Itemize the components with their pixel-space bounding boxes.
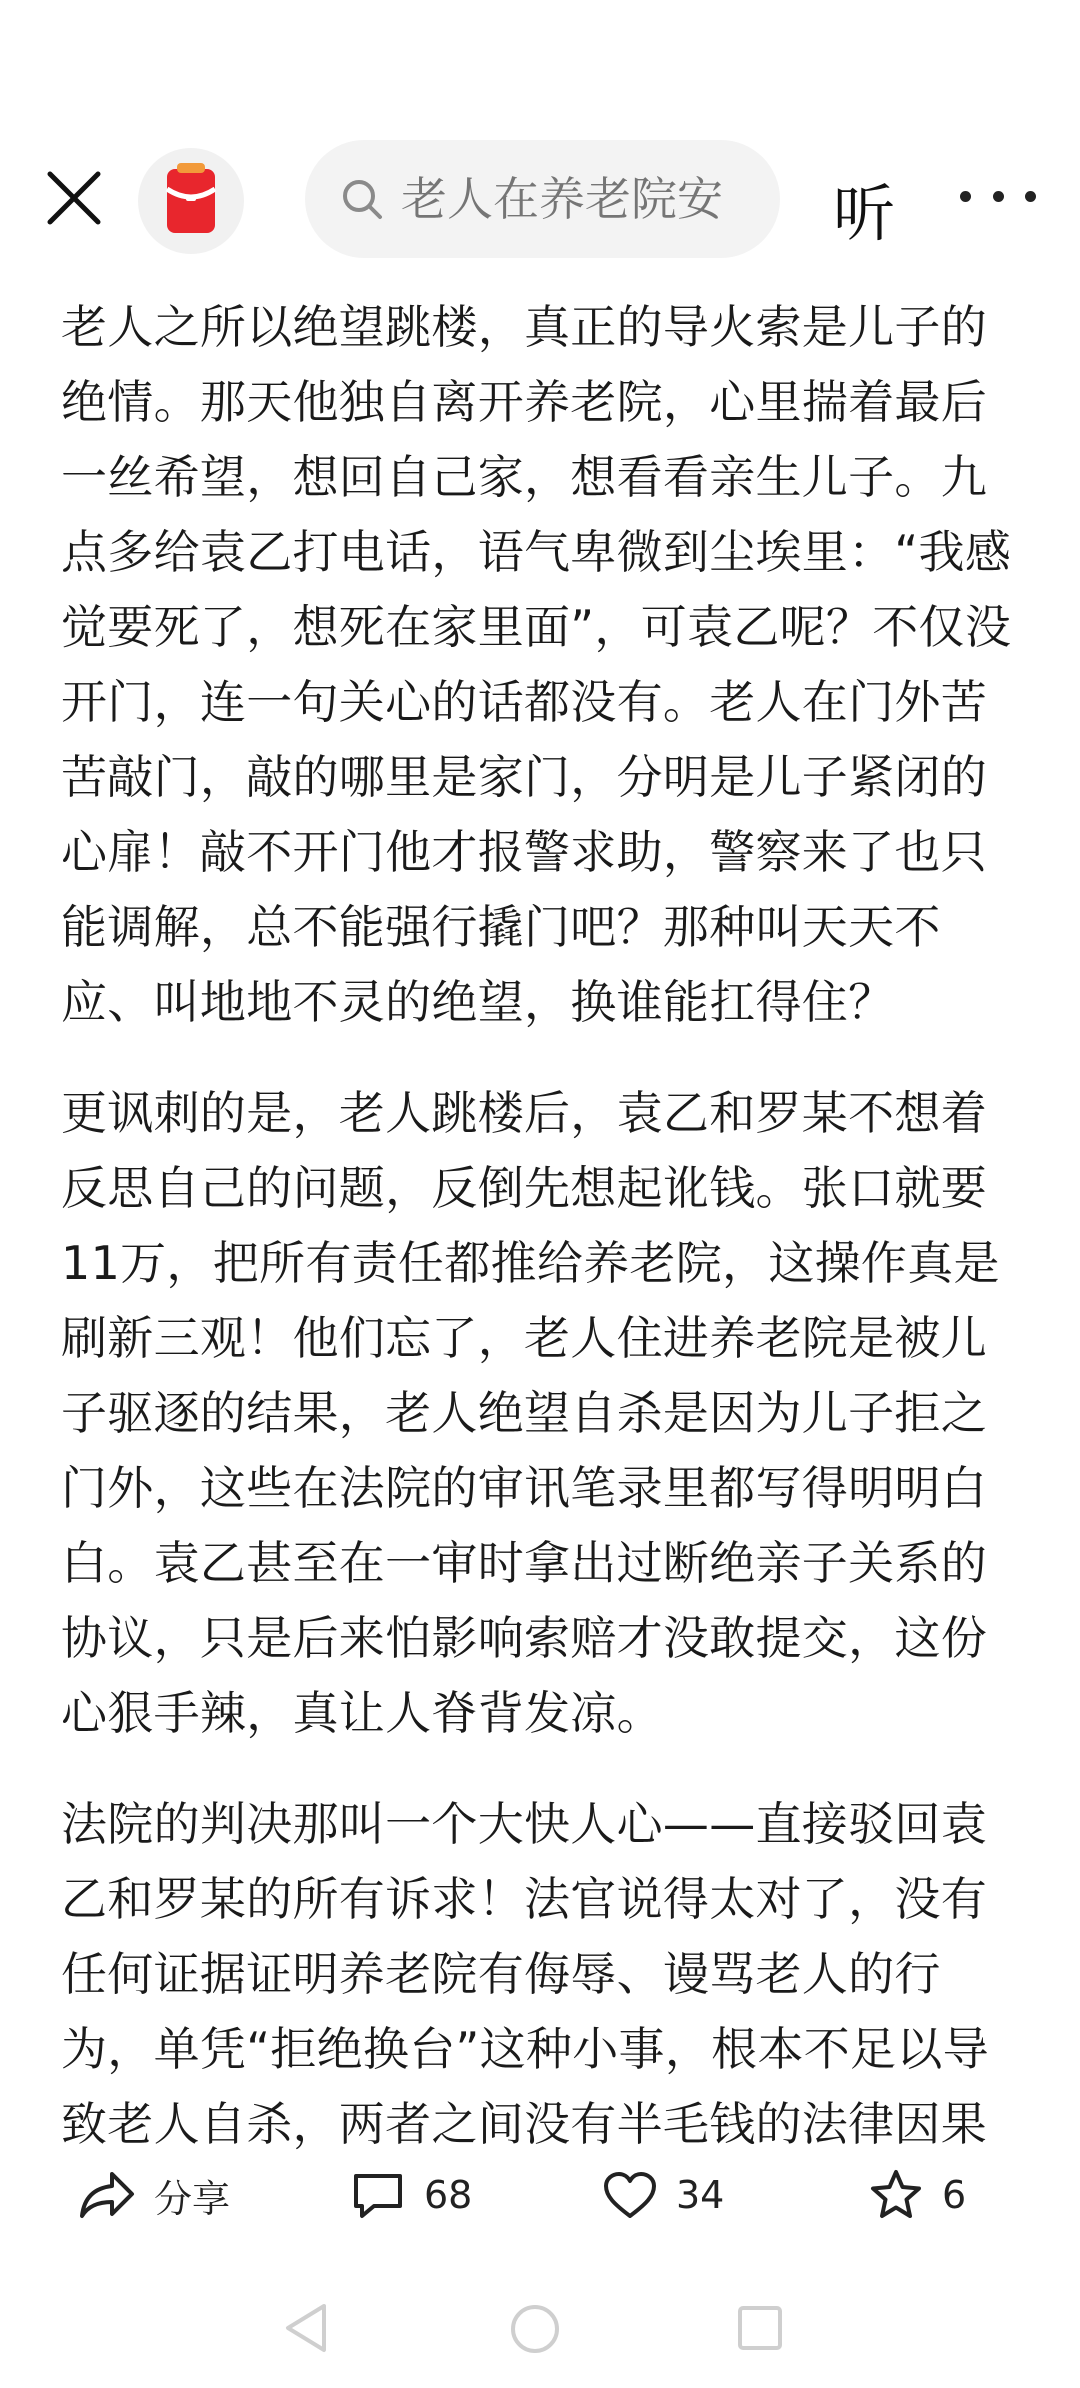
paragraph: 法院的判决那叫一个大快人心——直接驳回袁乙和罗某的所有诉求！法官说得太对了，没有任何证据证明养老院有侮辱、谩骂老人的行为，单凭“拒绝换台”这种小事，根本不足以导致老人自杀，两者之间没有半毛钱的法律因果 bbox=[61, 1797, 989, 2151]
back-icon[interactable] bbox=[282, 2302, 330, 2354]
like-button[interactable] bbox=[602, 2155, 724, 2235]
listen-button[interactable]: 听 bbox=[833, 177, 896, 250]
paragraph: 老人之所以绝望跳楼，真正的导火索是儿子的绝情。那天他独自离开养老院，心里揣着最后一丝希望，想回自己家，想看看亲生儿子。九点多给袁乙打电话，语气卑微到尘埃里：“我感觉要死了，想死在家里面”，可袁乙呢？不仅没开门，连一句关心的话都没有。老人在门外苦苦敲门，敲的哪里是家门，分明是儿子紧闭的心扉！敲不开门他才报警求助，警察来了也只能调解，总不能强行撬门吧？那种叫天天不应、叫地地不灵的绝望，换谁能扛得住？ bbox=[61, 300, 1012, 1029]
star-icon bbox=[868, 2168, 924, 2222]
search-bar[interactable] bbox=[305, 140, 780, 258]
top-bar bbox=[0, 140, 1080, 260]
comment-count: 68 bbox=[424, 2173, 473, 2217]
favorite-button[interactable] bbox=[868, 2155, 966, 2235]
close-icon[interactable] bbox=[44, 168, 104, 228]
share-label: 分享 bbox=[154, 2176, 231, 2221]
more-icon[interactable] bbox=[960, 166, 1036, 226]
app-logo[interactable] bbox=[138, 148, 244, 254]
recents-icon[interactable] bbox=[736, 2304, 784, 2352]
action-bar bbox=[0, 2155, 1080, 2235]
share-icon bbox=[78, 2170, 136, 2220]
like-count: 34 bbox=[676, 2173, 725, 2217]
system-nav-bar bbox=[0, 2290, 1080, 2370]
comment-button[interactable] bbox=[350, 2155, 472, 2235]
share-button[interactable] bbox=[78, 2155, 230, 2235]
search-input[interactable] bbox=[399, 171, 763, 227]
heart-icon bbox=[602, 2170, 658, 2220]
red-packet-icon bbox=[149, 159, 233, 243]
favorite-count: 6 bbox=[942, 2173, 967, 2217]
paragraph: 更讽刺的是，老人跳楼后，袁乙和罗某不想着反思自己的问题，反倒先想起讹钱。张口就要11万，把所有责任都推给养老院，这操作真是刷新三观！他们忘了，老人住进养老院是被儿子驱逐的结果，老人绝望自杀是因为儿子拒之门外，这些在法院的审讯笔录里都写得明明白白。袁乙甚至在一审时拿出过断绝亲子关系的协议，只是后来怕影响索赔才没敢提交，这份心狠手辣，真让人脊背发凉。 bbox=[61, 1086, 1000, 1740]
home-icon[interactable] bbox=[508, 2302, 562, 2356]
search-icon bbox=[339, 176, 385, 222]
comment-icon bbox=[350, 2170, 406, 2220]
article-body bbox=[61, 290, 1021, 2198]
